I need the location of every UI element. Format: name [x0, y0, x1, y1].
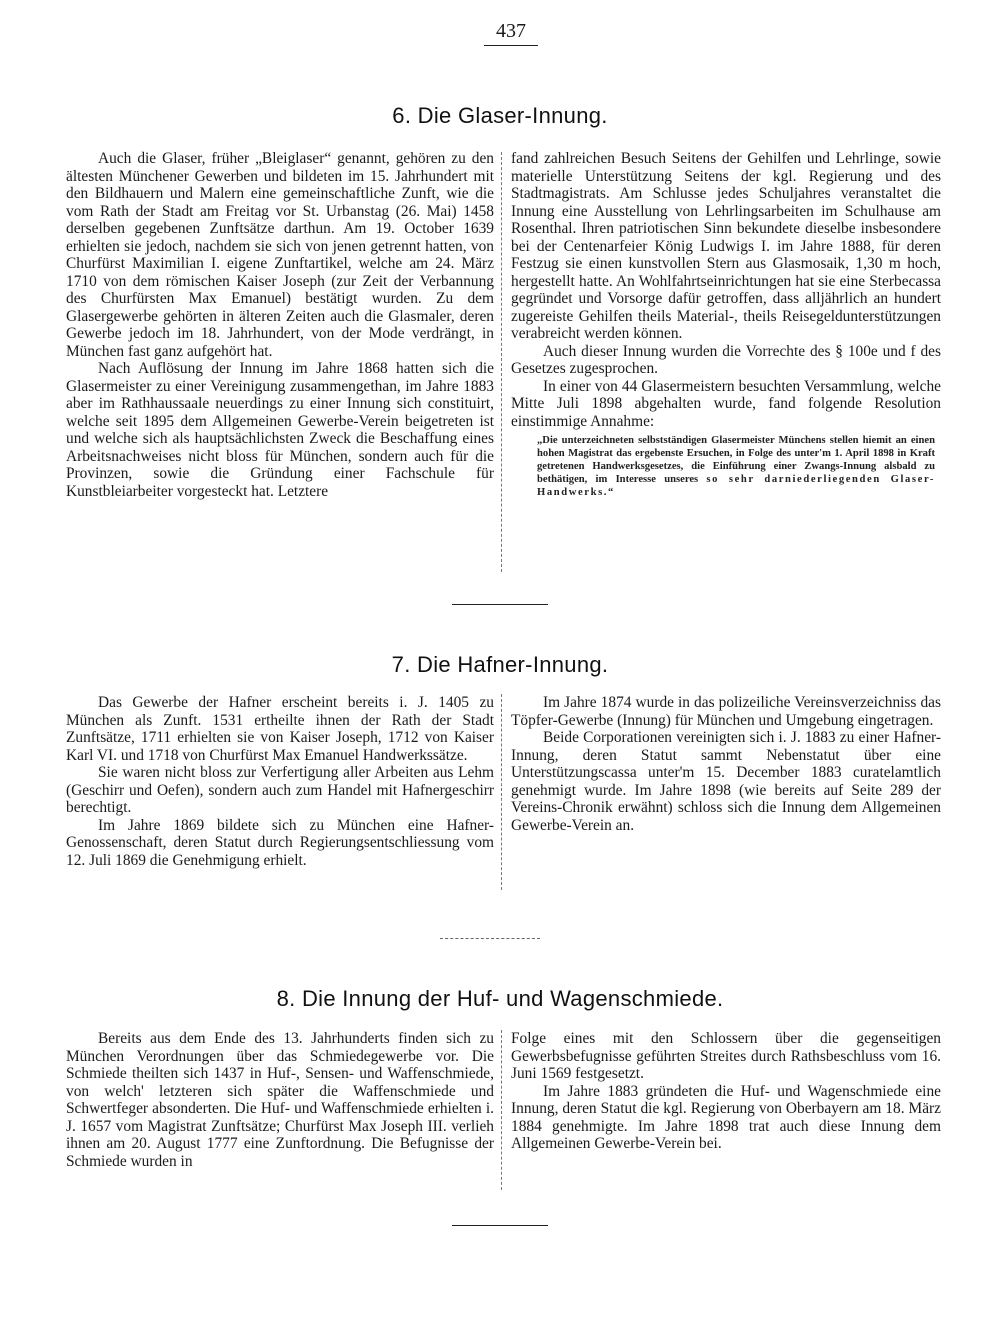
resolution-quote — [537, 434, 935, 499]
section-schmiede-left-column — [66, 1030, 494, 1170]
page-number: 437 — [484, 20, 538, 46]
quote-text-spaced: so sehr darniederliegenden Glaser-Handwerks.“ — [537, 474, 935, 498]
page-end-separator — [452, 1225, 548, 1226]
paragraph: In einer von 44 Glasermeistern besuchten Versammlung, welche Mitte Juli 1898 abgehalten wurde, fand folgende Resolution einstimmige Annahme: — [511, 377, 941, 430]
paragraph: Im Jahre 1869 bildete sich zu München eine Hafner-Genossenschaft, deren Statut durch Regierungsentschliessung vom 12. Juli 1869 die Genehmigung erhielt. — [66, 816, 494, 869]
paragraph: Auch die Glaser, früher „Bleiglaser“ genannt, gehören zu den ältesten Münchener Gewerben und bildeten im 15. Jahrhundert mit den Bildhauern und Malern eine gemeinschaftliche Zunft, wie die vom Rath der Stadt am Freitag vor St. Urbanstag (26. Mai) 1458 derselben gegebenen Zunftsätze darthun. Am 19. October 1639 erhielten sie jedoch, nachdem sie sich von jenen getrennt hatten, von Churfürst Maximilian I. eigene Zunftartikel, welche am 24. März 1710 von dem römischen Kaiser Joseph (zur Zeit der Verbannung des Churfürsten Max Emanuel) bestätigt wurden. Zu dem Glasergewerbe gehörten in älteren Zeiten auch die Glasmaler, deren Gewerbe jedoch im 18. Jahrhundert, von der Mode verdrängt, in München fast ganz aufgehört hat. — [66, 150, 494, 360]
paragraph: Das Gewerbe der Hafner erscheint bereits i. J. 1405 zu München als Zunft. 1531 ertheilte ihnen der Rath der Stadt Zunftsätze, 1711 erhielten sie von Kaiser Joseph, 1712 von Kaiser Karl VI. und 1718 von Churfürst Max Emanuel Handwerkssätze. — [66, 694, 494, 764]
column-divider — [501, 694, 502, 890]
section-heading-hafner: 7. Die Hafner-Innung. — [391, 652, 609, 677]
paragraph: Nach Auflösung der Innung im Jahre 1868 hatten sich die Glasermeister zu einer Vereinigung zusammengethan, im Jahre 1883 aber im Rathhaussaale neuerdings zu einer Innung sich constituirt, welche seit 1895 dem Allgemeinen Gewerbe-Verein beigetreten ist und welche sich als hauptsächlichsten Zweck die Beschaffung eines Arbeitsnachweises nicht bloss für München, sondern auch für die Provinzen, sowie die Gründung einer Fachschule für Kunstbleiarbeiter vorgesteckt hat. Letztere — [66, 360, 494, 500]
section-heading-glaser: 6. Die Glaser-Innung. — [392, 103, 608, 128]
paragraph: Bereits aus dem Ende des 13. Jahrhunderts finden sich zu München Verordnungen über das Schmiedegewerbe vor. Die Schmiede theilten sich 1437 in Huf-, Sensen- und Waffenschmiede, von welch' letzteren sich später die Waffenschmiede und Schwertfeger absonderten. Die Huf- und Waffenschmiede erhielten i. J. 1657 vom Magistrat Zunftsätze; Churfürst Max Joseph III. verlieh ihnen am 20. August 1777 eine Zunftordnung. Die Befugnisse der Schmiede wurden in — [66, 1030, 494, 1170]
paragraph: fand zahlreichen Besuch Seitens der Gehilfen und Lehrlinge, sowie materielle Unterstützung Seitens der kgl. Regierung und des Stadtmagistrats. Am Schlusse jedes Schuljahres veranstaltet die Innung eine Ausstellung von Lehrlingsarbeiten im Schulhause am Rosenthal. Ihren patriotischen Sinn bekundete dieselbe insbesondere bei der Centenarfeier König Ludwigs I. im Jahre 1888, für deren Festzug sie einen kunstvollen Stern aus Glasmosaik, 1,30 m hoch, hergestellt hatte. An Wohlfahrtseinrichtungen hat sie eine Sterbecassa gegründet und Vorsorge dafür getroffen, dass alljährlich an hundert zugereiste Gehilfen theils Material-, theils Reisegeldunterstützungen verabreicht werden können. — [511, 150, 941, 342]
quote-text: „Die unterzeichneten selbstständigen Glasermeister Münchens stellen hiemit an einen hohen Magistrat das ergebenste Ersuchen, in Folge des unter'm 1. April 1898 in Kraft getretenen Handwerksgesetzes, die Einführung einer Zwangs-Innung alsbald zu bethätigen, im Interesse unseres — [537, 435, 935, 485]
section-glaser-right-column — [511, 150, 941, 499]
section-schmiede-right-column — [511, 1030, 941, 1153]
column-divider — [501, 152, 502, 572]
column-divider — [501, 1030, 502, 1190]
paragraph: Im Jahre 1883 gründeten die Huf- und Wagenschmiede eine Innung, deren Statut die kgl. Regierung von Oberbayern am 18. März 1884 genehmigte. Im Jahre 1898 trat auch diese Innung dem Allgemeinen Gewerbe-Verein bei. — [511, 1082, 941, 1152]
section-glaser-left-column — [66, 150, 494, 500]
section-separator — [440, 938, 540, 939]
section-heading-schmiede: 8. Die Innung der Huf- und Wagenschmiede. — [276, 986, 724, 1011]
section-separator — [452, 604, 548, 605]
paragraph: Folge eines mit den Schlossern über die gegenseitigen Gewerbsbefugnisse geführten Streites durch Rathsbeschluss vom 16. Juni 1569 festgesetzt. — [511, 1030, 941, 1082]
paragraph: Beide Corporationen vereinigten sich i. J. 1883 zu einer Hafner-Innung, deren Statut sammt Nebenstatut über eine Unterstützungscassa unter'm 15. December 1883 curatelamtlich genehmigt wurde. Im Jahre 1898 (wie bereits auf Seite 289 der Vereins-Chronik erwähnt) schloss sich die Innung dem Allgemeinen Gewerbe-Verein an. — [511, 729, 941, 834]
paragraph: Im Jahre 1874 wurde in das polizeiliche Vereinsverzeichniss das Töpfer-Gewerbe (Innung) für München und Umgebung eingetragen. — [511, 694, 941, 729]
section-hafner-right-column — [511, 694, 941, 834]
paragraph: Sie waren nicht bloss zur Verfertigung aller Arbeiten aus Lehm (Geschirr und Oefen), sondern auch zum Handel mit Hafnergeschirr berechtigt. — [66, 764, 494, 816]
section-hafner-left-column — [66, 694, 494, 869]
paragraph: Auch dieser Innung wurden die Vorrechte des § 100e und f des Gesetzes zugesprochen. — [511, 342, 941, 377]
